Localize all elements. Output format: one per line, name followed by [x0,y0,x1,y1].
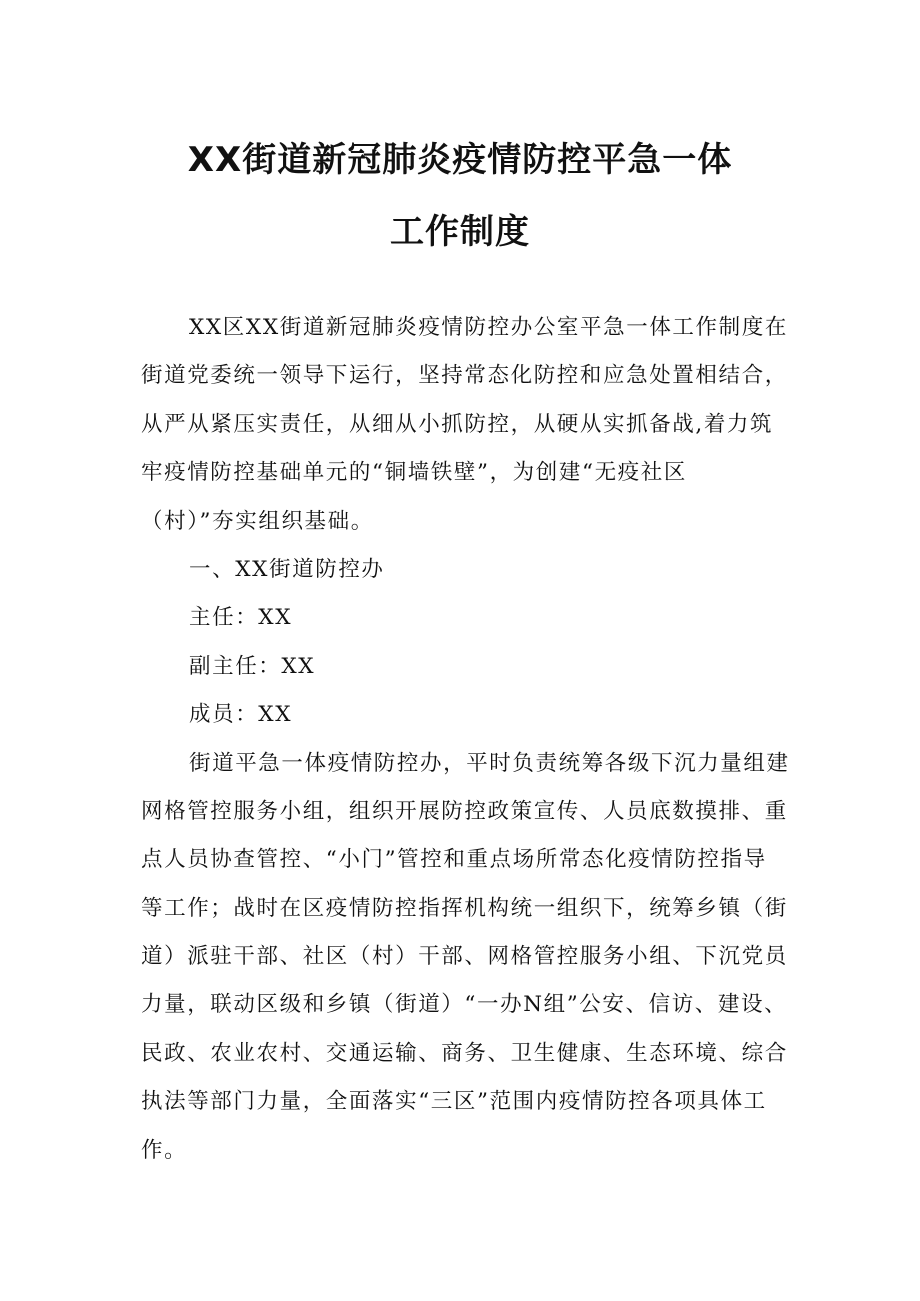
body-line: 街道党委统一领导下运行，坚持常态化防控和应急处置相结合， [141,363,788,389]
document-title-line-1: XX街道新冠肺炎疫情防控平急一体 [187,140,733,180]
document-title-line-2: 工作制度 [390,212,530,252]
body-line: 点人员协查管控、“小门”管控和重点场所常态化疫情防控指导 [141,847,767,873]
director-line: 主任：XX [189,605,293,631]
body-line: 民政、农业农村、交通运输、商务、卫生健康、生态环境、综合 [141,1040,788,1066]
body-line: 牢疫情防控基础单元的“铜墙铁壁”，为创建“无疫社区 [141,460,687,486]
body-line: （村）”夯实组织基础。 [141,508,374,534]
body-line: 作。 [141,1137,188,1163]
document-body [141,304,791,1175]
body-line: 街道平急一体疫情防控办，平时负责统筹各级下沉力量组建 [189,750,790,776]
body-line: 等工作；战时在区疫情防控指挥机构统一组织下，统筹乡镇（街 [141,895,788,921]
section-heading: 一、XX街道防控办 [189,556,385,582]
body-line: 力量，联动区级和乡镇（街道）“一办N组”公安、信访、建设、 [141,992,788,1018]
body-line: XX区XX街道新冠肺炎疫情防控办公室平急一体工作制度在 [189,315,788,340]
body-line: 网格管控服务小组，组织开展防控政策宣传、人员底数摸排、重 [141,798,788,824]
body-line: 从严从紧压实责任，从细从小抓防控，从硬从实抓备战,着力筑 [141,411,774,437]
body-line: 执法等部门力量，全面落实“三区”范围内疫情防控各项具体工 [141,1089,767,1115]
members-line: 成员：XX [189,702,293,728]
body-line: 道）派驻干部、社区（村）干部、网格管控服务小组、下沉党员 [141,944,788,970]
deputy-director-line: 副主任：XX [189,653,316,679]
